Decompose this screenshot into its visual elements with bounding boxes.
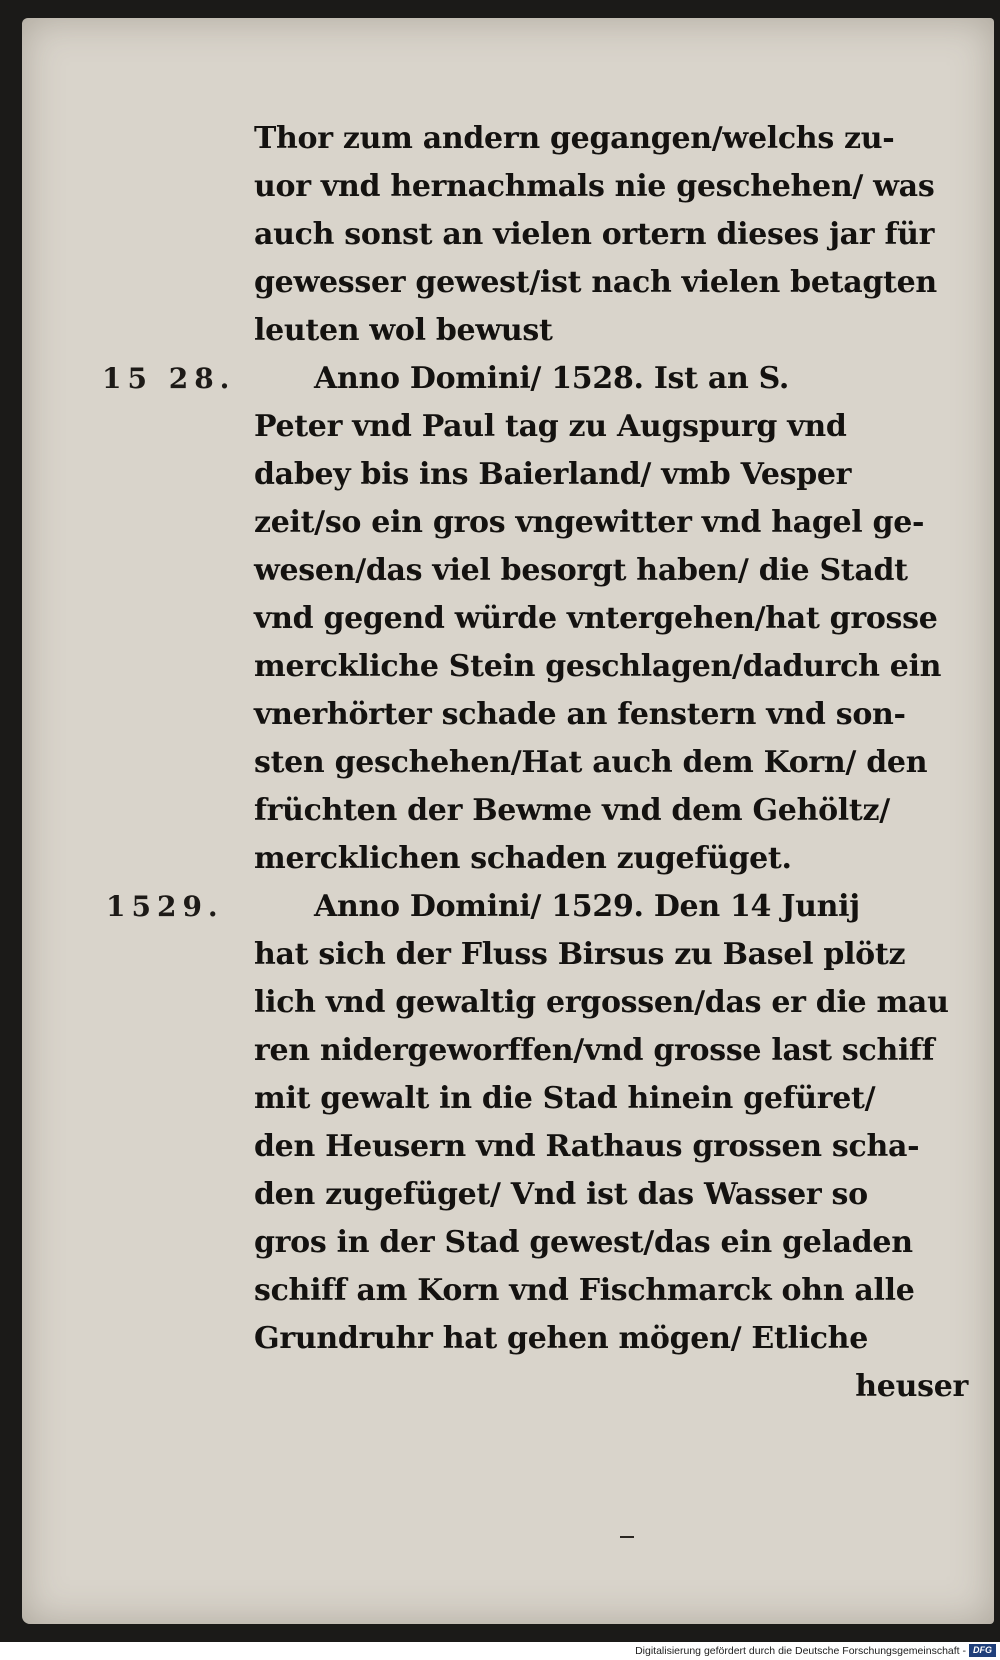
- text-line-16: mercklichen schaden zugefüget.: [254, 841, 792, 876]
- text-line-19: lich vnd gewaltig ergossen/das er die mau: [254, 985, 949, 1020]
- text-line-25: schiff am Korn vnd Fischmarck ohn alle: [254, 1273, 915, 1308]
- footer-credit: Digitalisierung gefördert durch die Deutsche Forschungsgemeinschaft -: [635, 1645, 966, 1657]
- text-line-3: auch sonst an vielen ortern dieses jar für: [254, 217, 935, 252]
- text-line-10: wesen/das viel besorgt haben/ die Stadt: [254, 553, 908, 588]
- text-line-21: mit gewalt in die Stad hinein gefüret/: [254, 1081, 876, 1116]
- text-line-4: gewesser gewest/ist nach vielen betagten: [254, 265, 937, 300]
- text-line-7: Peter vnd Paul tag zu Augspurg vnd: [254, 409, 847, 444]
- text-line-2: uor vnd hernachmals nie geschehen/ was: [254, 169, 935, 204]
- text-line-8: dabey bis ins Baierland/ vmb Vesper: [254, 457, 852, 492]
- text-line-11: vnd gegend würde vntergehen/hat grosse: [254, 601, 938, 636]
- catchword: heuser: [855, 1369, 968, 1404]
- text-line-1: Thor zum andern gegangen/welchs zu‐: [254, 121, 895, 156]
- text-line-6: Anno Domini/ 1528. Ist an S.: [314, 361, 790, 396]
- text-block: [22, 18, 994, 1624]
- text-line-14: sten geschehen/Hat auch dem Korn/ den: [254, 745, 928, 780]
- text-line-13: vnerhörter schade an fenstern vnd son‐: [254, 697, 906, 732]
- text-line-15: früchten der Bewme vnd dem Gehöltz/: [254, 793, 890, 828]
- margin-year-1529: 1529.: [106, 890, 224, 923]
- text-line-17: Anno Domini/ 1529. Den 14 Junij: [314, 889, 860, 924]
- text-line-24: gros in der Stad gewest/das ein geladen: [254, 1225, 913, 1260]
- text-line-9: zeit/so ein gros vngewitter vnd hagel ge‐: [254, 505, 925, 540]
- margin-year-1528: 15 28.: [102, 362, 236, 395]
- text-line-12: merckliche Stein geschlagen/dadurch ein: [254, 649, 942, 684]
- text-line-5: leuten wol bewust: [254, 313, 553, 348]
- text-line-23: den zugefüget/ Vnd ist das Wasser so: [254, 1177, 868, 1212]
- dfg-logo[interactable]: DFG: [969, 1644, 996, 1657]
- page-mark: [620, 1536, 634, 1538]
- text-line-22: den Heusern vnd Rathaus grossen scha‐: [254, 1129, 920, 1164]
- text-line-20: ren nidergeworffen/vnd grosse last schiff: [254, 1033, 935, 1068]
- text-line-26: Grundruhr hat gehen mögen/ Etliche: [254, 1321, 868, 1356]
- text-line-18: hat sich der Fluss Birsus zu Basel plötz: [254, 937, 906, 972]
- book-page: [22, 18, 994, 1624]
